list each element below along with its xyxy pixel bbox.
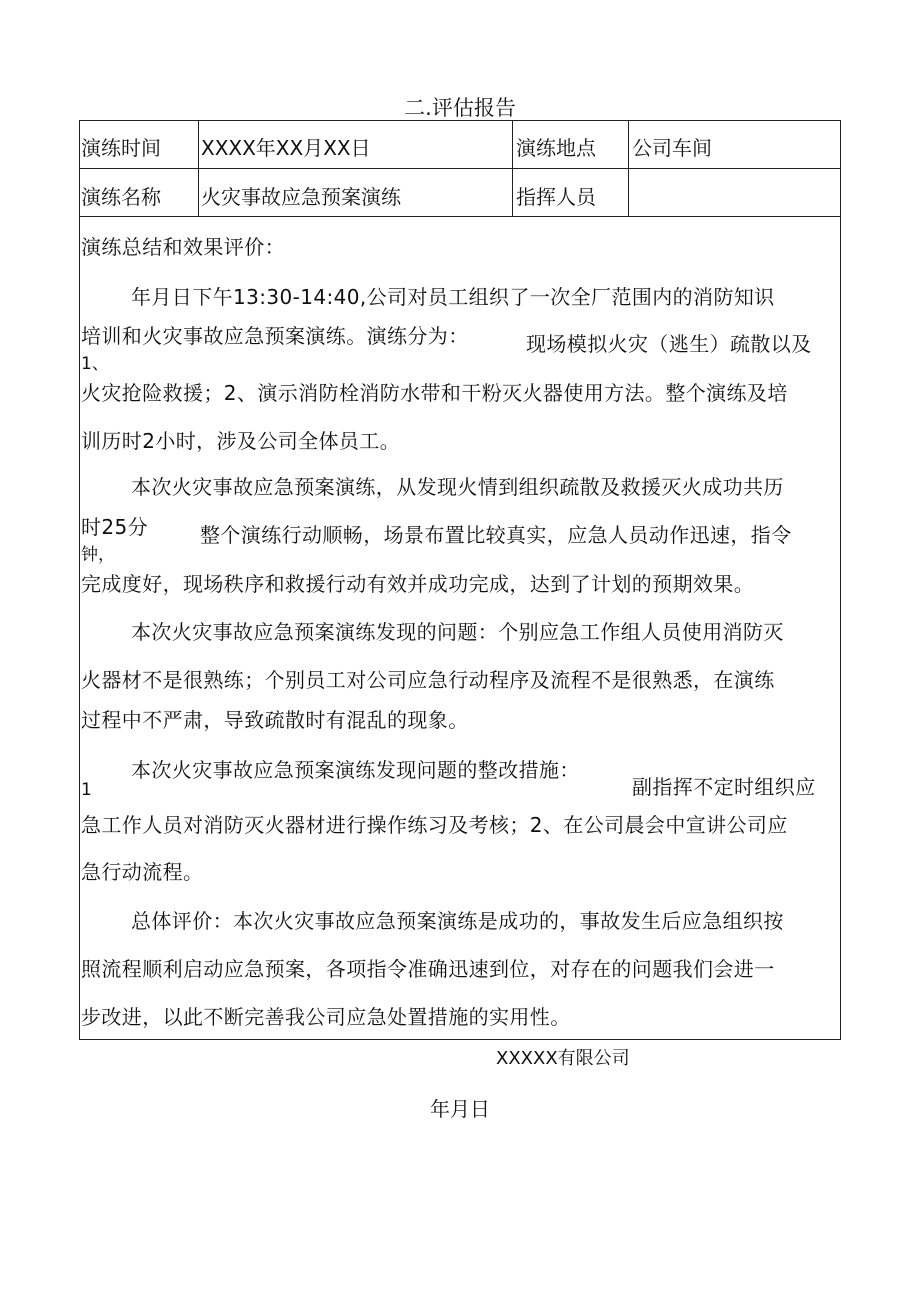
p3-line1: 本次火灾事故应急预案演练发现的问题：个别应急工作组人员使用消防灭: [131, 620, 784, 644]
table-border-row2: [79, 216, 841, 217]
p4-line1: 本次火灾事故应急预案演练发现问题的整改措施：: [131, 758, 580, 782]
p3-line2: 火器材不是很熟练；个别员工对公司应急行动程序及流程不是很熟悉，在演练: [81, 668, 775, 692]
company-name: XXXXX有限公司: [496, 1048, 630, 1069]
table-border-row1: [79, 168, 841, 169]
p1-line2-marker: 1、: [81, 354, 109, 374]
table-border-top: [79, 120, 841, 121]
p1-line3: 火灾抢险救援；2、演示消防栓消防水带和干粉灭火器使用方法。整个演练及培: [81, 381, 788, 405]
drill-name-label: 演练名称: [81, 185, 161, 209]
drill-name-value: 火灾事故应急预案演练: [201, 185, 401, 209]
p3-line3: 过程中不严肃，导致疏散时有混乱的现象。: [81, 708, 469, 732]
drill-time-label: 演练时间: [81, 136, 161, 160]
p5-line1: 总体评价：本次火灾事故应急预案演练是成功的，事故发生后应急组织按: [131, 909, 784, 933]
p2-line2-right: 整个演练行动顺畅，场景布置比较真实，应急人员动作迅速，指令: [200, 523, 792, 547]
p2-line1: 本次火灾事故应急预案演练，从发现火情到组织疏散及救援灭火成功共历: [131, 475, 784, 499]
p4-line3: 急行动流程。: [81, 860, 204, 884]
report-title: 二.评估报告: [404, 96, 516, 120]
p4-line2: 急工作人员对消防灭火器材进行操作练习及考核；2、在公司晨会中宣讲公司应: [81, 813, 788, 837]
drill-location-label: 演练地点: [516, 136, 596, 160]
p1-line4: 训历时2小时，涉及公司全体员工。: [81, 429, 401, 453]
p2-line2-marker: 钟，: [81, 545, 115, 565]
summary-heading: 演练总结和效果评价：: [81, 235, 285, 259]
p2-line3: 完成度好，现场秩序和救援行动有效并成功完成，达到了计划的预期效果。: [81, 572, 755, 596]
table-divider-col3: [628, 120, 629, 216]
table-border-right: [840, 120, 841, 1040]
drill-location-value: 公司车间: [632, 136, 712, 160]
p5-line3: 步改进，以此不断完善我公司应急处置措施的实用性。: [81, 1005, 571, 1029]
p1-line1: 年月日下午13:30-14:40,公司对员工组织了一次全厂范围内的消防知识: [131, 285, 775, 309]
report-date: 年月日: [430, 1097, 490, 1121]
p1-line2-right: 现场模拟火灾（逃生）疏散以及: [526, 332, 812, 356]
p4-line1-marker: 1: [81, 780, 92, 800]
table-divider-col2: [512, 120, 513, 216]
p5-line2: 照流程顺利启动应急预案，各项指令准确迅速到位，对存在的问题我们会进一: [81, 957, 775, 981]
drill-time-value: XXXX年XX月XX日: [201, 136, 371, 160]
table-border-left: [79, 120, 80, 1040]
p1-line2: 培训和火灾事故应急预案演练。演练分为：: [81, 324, 469, 348]
p4-line1-right: 副指挥不定时组织应: [632, 775, 816, 799]
table-border-bottom: [79, 1039, 841, 1040]
commander-label: 指挥人员: [516, 185, 596, 209]
table-divider-col1: [198, 120, 199, 216]
p2-line2-left: 时25分: [81, 515, 149, 539]
